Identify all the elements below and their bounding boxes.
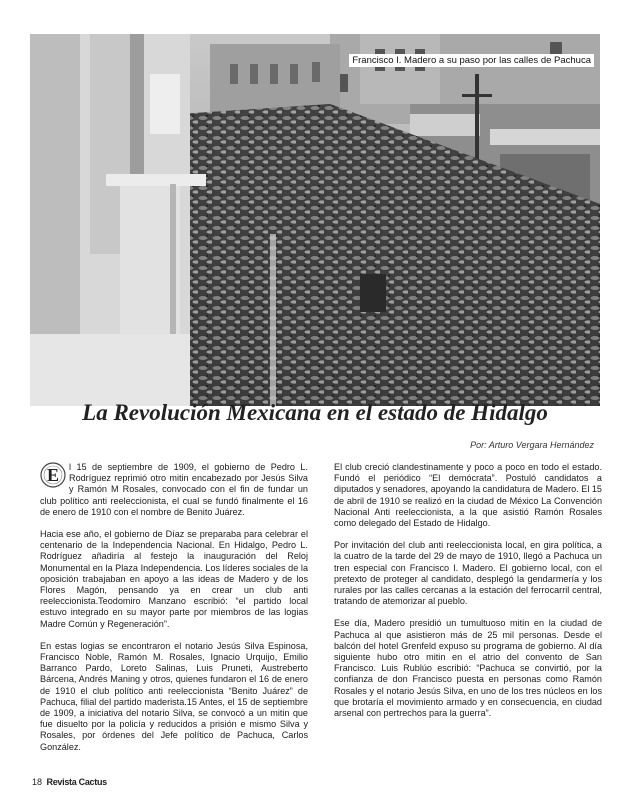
page-footer	[32, 777, 107, 787]
photo-caption: Francisco I. Madero a su paso por las calles de Pachuca	[349, 54, 594, 67]
paragraph: Por invitación del club anti reeleccionista local, en gira política, a la cuatro de la tarde del 29 de mayo de 1910, llegó a Pachuca un tren especial con Francisco I. Madero. El gobierno local, con el pretexto de proteger al candidato, desplegó la gendarmería y los rurales por las calles cercanas a la estación del ferrocarril central, tratando de atemorizar al pueblo.	[334, 540, 602, 607]
paragraph: Ese día, Madero presidió un tumultuoso mitin en la ciudad de Pachuca al que asistieron más de 25 mil personas. Desde el balcón del hotel Grenfeld expuso su programa de gobierno. Al día siguiente hubo otro mitin en el atrio del convento de San Francisco. Luis Rublúo escribió: “Pachuca se convirtió, por la confianza de don Francisco puesta en personas como Ramón Rosales y el notario Jesús Silva, en uno de los tres núcleos en los que brotaría el movimiento armado y en consecuencia, en ciudad arsenal con pertrechos para la guerra”.	[334, 618, 602, 719]
decorative-dropcap-icon	[40, 462, 66, 488]
dropcap-letter: E	[46, 465, 60, 485]
paragraph	[40, 462, 308, 518]
page-number: 18	[32, 777, 43, 787]
paragraph: El club creció clandestinamente y poco a poco en todo el estado. Fundó el periódico “El demócrata”. Postuló candidatos a diputados y senadores, apoyando la candidatura de Madero. El 15 de abril de 1910 se realizó en la ciudad de México La Convención Nacional Anti reeleccionista, a la que asistió Ramón Rosales como delegado del Estado de Hidalgo.	[334, 462, 602, 529]
article-title: La Revolución Mexicana en el estado de Hidalgo	[82, 400, 548, 425]
article-byline: Por: Arturo Vergara Hernández	[470, 440, 594, 450]
paragraph: Hacia ese año, el gobierno de Díaz se preparaba para celebrar el centenario de la Independencia Nacional. En Hidalgo, Pedro L. Rodríguez añadiría al festejo la inauguración del Reloj Monumental en la Plaza Independencia. Los líderes sociales de la oposición trabajaban en apoyo a las ideas de Madero y de los Flores Magón, pensando ya en crear un club anti reeleccionista.Teodomiro Manzano escribió: “el partido local estuvo integrado en su mayor parte por miembros de las logias Madre Común y Regeneración”.	[40, 529, 308, 629]
historical-photo	[30, 34, 600, 406]
magazine-name: Revista Cactus	[46, 777, 107, 787]
paragraph: En estas logias se encontraron el notario Jesús Silva Espinosa, Francisco Noble, Ramón M. Rosales, Ignacio Urquijo, Emilio Barranco Pardo, Loreto Salinas, Luis Pruneti, Austreberto Bárcena, Andrés Maning y otros, quienes fundaron el 16 de enero de 1910 el club político anti reeleccionista “Benito Juárez” de Pachuca, filial del partido maderista.15 Antes, el 15 de septiembre de 1909, a iniciativa del notario Silva, se convocó a un mitin que fue disuelto por la policía y reducidos a prisión e mismo Silva y Rosales, por órdenes del Jefe político de Pachuca, Carlos González.	[40, 640, 308, 752]
paragraph-text: l 15 de septiembre de 1909, el gobierno de Pedro L. Rodríguez reprimió otro mitin encabezado por Jesús Silva y Ramón M Rosales, convocado con el fin de fundar un club político anti reeleccionista, el cual se fundó finalmente el 16 de enero de 1910 con el nombre de Benito Juárez.	[40, 462, 308, 517]
crowd-street-illustration	[30, 34, 600, 406]
left-column	[40, 462, 308, 764]
right-column	[334, 462, 602, 730]
